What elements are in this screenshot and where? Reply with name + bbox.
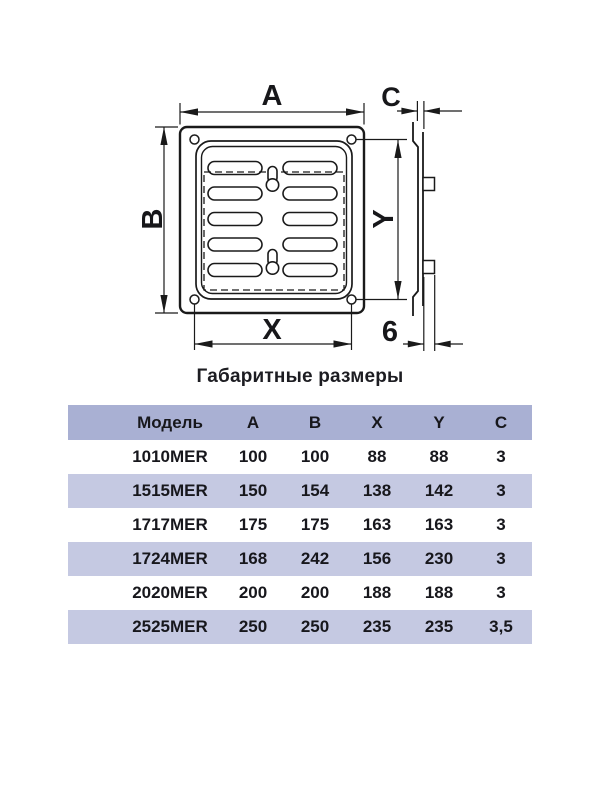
value-cell: 100: [300, 447, 330, 466]
page-title: Габаритные размеры: [196, 366, 404, 387]
table-row: [68, 576, 532, 610]
mounting-tab-bottom: [423, 261, 435, 274]
keyhole-circle-bottom: [266, 262, 278, 274]
value-cell: 156: [362, 549, 392, 568]
column-header-model: Модель: [137, 412, 203, 432]
table-row: [68, 610, 532, 644]
dim-label-6: 6: [381, 316, 399, 348]
value-cell: 250: [300, 617, 330, 636]
keyhole-circle-top: [266, 179, 278, 191]
value-cell: 175: [300, 515, 330, 534]
value-cell: 3: [496, 583, 506, 602]
dim-label-c: C: [381, 82, 401, 112]
model-cell: 2020MER: [132, 583, 208, 602]
mounting-tab-top: [423, 178, 435, 191]
dim-label-a: A: [261, 80, 283, 112]
table-row: [68, 474, 532, 508]
model-cell: 1515MER: [132, 481, 208, 500]
value-cell: 175: [238, 515, 268, 534]
model-cell: 1010MER: [132, 447, 208, 466]
side-profile-front-face: [413, 122, 418, 316]
table-row: [68, 542, 532, 576]
value-cell: 235: [424, 617, 454, 636]
value-cell: 138: [362, 481, 392, 500]
value-cell: 168: [238, 549, 268, 568]
model-cell: 2525MER: [132, 617, 208, 636]
value-cell: 200: [300, 583, 330, 602]
column-header-a: A: [246, 412, 260, 432]
value-cell: 188: [362, 583, 392, 602]
value-cell: 88: [367, 447, 387, 466]
dimension-drawing: [0, 0, 600, 362]
value-cell: 230: [424, 549, 454, 568]
column-header-x: X: [371, 412, 383, 432]
value-cell: 3: [496, 447, 506, 466]
value-cell: 3: [496, 481, 506, 500]
value-cell: 88: [429, 447, 449, 466]
value-cell: 163: [424, 515, 454, 534]
dim-label-x: X: [262, 314, 282, 346]
column-header-b: B: [308, 412, 322, 432]
value-cell: 242: [300, 549, 330, 568]
model-cell: 1724MER: [132, 549, 208, 568]
column-header-y: Y: [433, 412, 445, 432]
value-cell: 250: [238, 617, 268, 636]
table-row: [68, 508, 532, 542]
dimensions-table: [68, 405, 532, 644]
dim-label-b: B: [137, 208, 169, 230]
dim-label-y: Y: [368, 209, 400, 229]
front-view: [180, 127, 364, 313]
value-cell: 200: [238, 583, 268, 602]
dim-6: [403, 275, 463, 351]
value-cell: 235: [362, 617, 392, 636]
table-row: [68, 440, 532, 474]
value-cell: 3: [496, 549, 506, 568]
table-body: [68, 440, 532, 644]
value-cell: 100: [238, 447, 268, 466]
value-cell: 3,5: [489, 617, 513, 636]
value-cell: 154: [300, 481, 330, 500]
value-cell: 188: [424, 583, 454, 602]
model-cell: 1717MER: [132, 515, 208, 534]
table-header-row: [68, 405, 532, 440]
value-cell: 163: [362, 515, 392, 534]
dim-c: [397, 101, 462, 129]
column-header-c: C: [494, 412, 508, 432]
value-cell: 150: [238, 481, 268, 500]
value-cell: 142: [424, 481, 454, 500]
value-cell: 3: [496, 515, 506, 534]
